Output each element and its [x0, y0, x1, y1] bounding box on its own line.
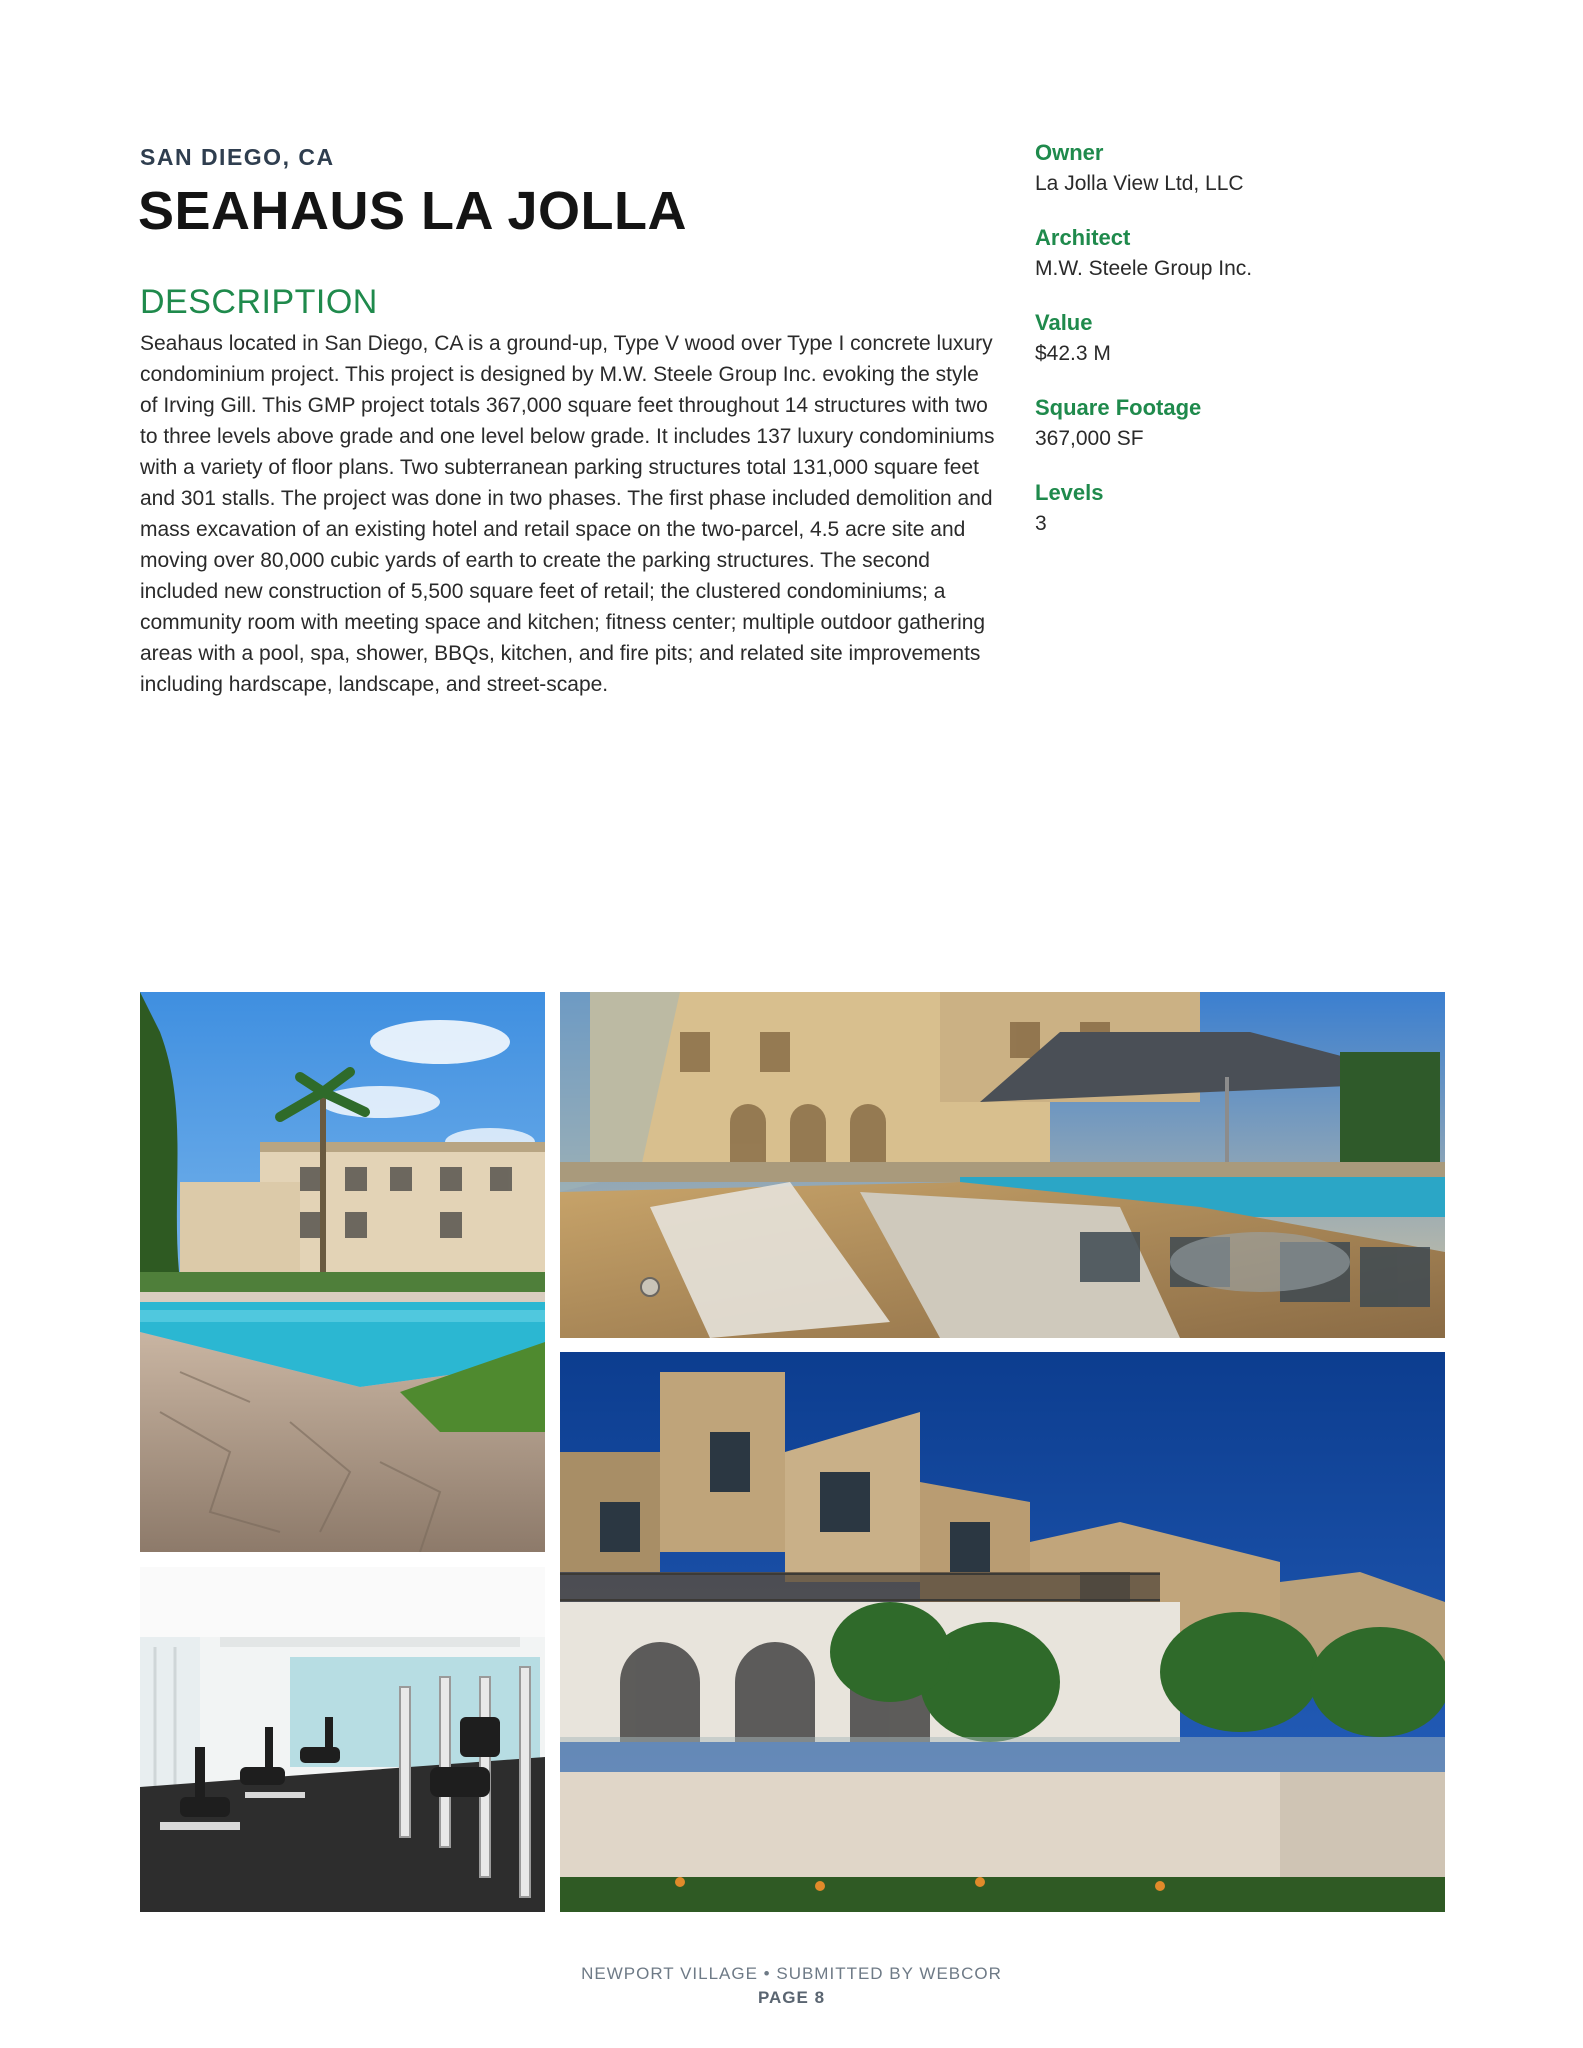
fact-label: Value: [1035, 310, 1093, 335]
fact-square-footage: [1035, 393, 1435, 455]
fact-value: $42.3 M: [1035, 342, 1111, 365]
fact-label: Architect: [1035, 225, 1131, 250]
footer-submission-line: NEWPORT VILLAGE • SUBMITTED BY WEBCOR: [581, 1964, 1002, 1983]
photo-outdoor-kitchen: [560, 992, 1445, 1338]
page-number: PAGE 8: [757, 1988, 826, 2007]
project-facts: [1035, 138, 1435, 563]
description-heading: DESCRIPTION: [140, 283, 378, 321]
description-body: Seahaus located in San Diego, CA is a ground-up, Type V wood over Type I concrete luxury condominium project. This project is designed by M.W. Steele Group Inc. evoking the style of Irving Gill. This GMP project totals 367,000 square feet throughout 14 structures with two to three levels above grade and one level below grade. It includes 137 luxury condominiums with a variety of floor plans. Two subterranean parking structures total 131,000 square feet and 301 stalls. The project was done in two phases. The first phase included demolition and mass excavation of an existing hotel and retail space on the two-parcel, 4.5 acre site and moving over 80,000 cubic yards of earth to create the parking structures. The second included new construction of 5,500 square feet of retail; the clustered condominiums; a community room with meeting space and kitchen; fitness center; multiple outdoor gathering areas with a pool, spa, shower, BBQs, kitchen, and fire pits; and related site improvements including hardscape, landscape, and street-scape.: [140, 332, 995, 696]
photo-building-facade: [560, 1352, 1445, 1912]
page-footer: [0, 1962, 1583, 2010]
fact-value: M.W. Steele Group Inc.: [1035, 257, 1253, 280]
fact-levels: [1035, 478, 1435, 540]
fact-value: 367,000 SF: [1035, 427, 1144, 450]
photo-fitness-center: [140, 1567, 545, 1912]
project-location: SAN DIEGO, CA: [140, 144, 335, 170]
fact-architect: [1035, 223, 1435, 285]
fact-owner: [1035, 138, 1435, 200]
fact-label: Levels: [1035, 480, 1104, 505]
fact-label: Square Footage: [1035, 395, 1202, 420]
project-title: SEAHAUS LA JOLLA: [138, 181, 688, 241]
fact-value: La Jolla View Ltd, LLC: [1035, 172, 1244, 195]
fact-value: 3: [1035, 512, 1047, 535]
photo-pool-courtyard: [140, 992, 545, 1552]
fact-value-amount: [1035, 308, 1435, 370]
fact-label: Owner: [1035, 140, 1104, 165]
